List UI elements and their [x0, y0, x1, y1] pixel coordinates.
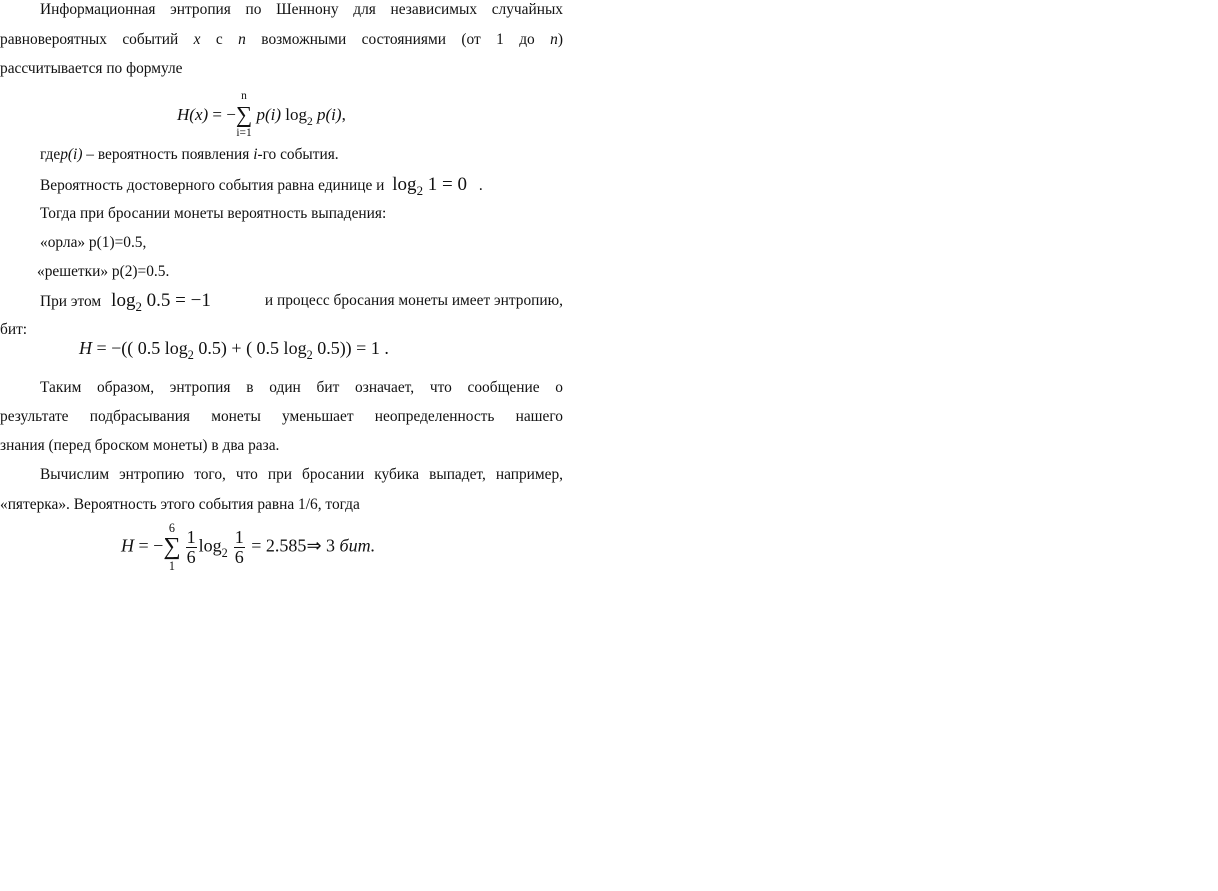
paragraph-line: Таким образом, энтропия в один бит означает, что сообщение о — [40, 379, 563, 396]
coin-entropy-formula — [79, 338, 389, 362]
formula-symbol: H — [121, 535, 134, 556]
sum-symbol — [163, 520, 181, 573]
text-segment: Вероятность достоверного события равна единице и — [40, 177, 385, 194]
fraction-numerator: 1 — [234, 527, 244, 547]
formula-symbol: H — [177, 105, 190, 124]
formula-function: log — [281, 105, 307, 124]
log-base: 2 — [306, 348, 313, 362]
formula-symbol: H — [79, 338, 92, 358]
fraction — [234, 528, 245, 567]
entropy-formula — [177, 90, 346, 140]
log-base: 2 — [221, 545, 228, 560]
text-segment: – вероятность появления — [82, 146, 254, 163]
text-segment: возможными состояниями (от 1 до — [261, 31, 535, 48]
paragraph-line: «орла» p(1)=0.5, — [40, 234, 147, 251]
paragraph-line: Информационная энтропия по Шеннону для независимых случайных — [40, 1, 563, 18]
formula-rest: 0.5 = −1 — [141, 290, 211, 311]
formula-part: 0.5)) = 1 . — [312, 338, 389, 358]
formula-function: log — [111, 290, 136, 311]
paragraph-line: бит: — [0, 321, 28, 338]
paragraph-line: Вычислим энтропию того, что при бросании кубика выпадет, например, — [40, 466, 563, 483]
log-base: 2 — [416, 183, 424, 198]
fraction-denominator: 6 — [234, 546, 244, 567]
formula-symbol: (i) — [325, 105, 342, 124]
paragraph-line — [40, 174, 483, 198]
log-base: 2 — [187, 348, 194, 362]
paragraph-line: Тогда при бросании монеты вероятность выпадения: — [40, 205, 387, 222]
formula-function: log — [392, 174, 417, 195]
text-segment: где — [40, 146, 61, 163]
variable-n: n — [238, 31, 246, 48]
paragraph-line: «решетки» p(2)=0.5. — [37, 263, 170, 280]
sigma: ∑ — [163, 532, 181, 560]
fraction-numerator: 1 — [186, 527, 196, 547]
implies-arrow-icon: ⇒ — [306, 535, 322, 556]
inline-formula — [111, 290, 211, 314]
formula-operator: = − — [134, 535, 164, 556]
text-group — [40, 290, 211, 314]
formula-part: = −(( 0.5 log — [92, 338, 188, 358]
variable-p: p — [60, 146, 68, 163]
sum-symbol — [235, 90, 253, 140]
text-segment: -го события. — [257, 146, 339, 163]
text-segment: . — [478, 177, 483, 194]
variable-n: n — [550, 31, 558, 48]
paragraph-line — [0, 31, 563, 49]
formula-symbol: p — [312, 105, 326, 124]
formula-unit: бит. — [339, 535, 376, 556]
variable-i: i — [253, 146, 258, 163]
fraction-denominator: 6 — [186, 546, 196, 567]
formula-result: 3 — [321, 535, 340, 556]
paragraph-line — [40, 146, 339, 164]
formula-result: = 2.585 — [246, 535, 307, 556]
sum-lower-limit: 1 — [168, 558, 176, 573]
variable-x: x — [193, 31, 201, 48]
formula-punct: , — [341, 105, 346, 124]
formula-operator: = − — [208, 105, 236, 124]
paragraph-line: результате подбрасывания монеты уменьшает неопределенность нашего — [0, 408, 563, 425]
inline-formula — [392, 174, 467, 198]
log-base: 2 — [135, 299, 142, 314]
fraction — [186, 528, 197, 567]
sum-lower-limit: i=1 — [236, 127, 252, 140]
log-base: 2 — [306, 115, 313, 128]
sum-upper-limit: n — [241, 90, 247, 102]
text-segment: и процесс бросания монеты имеет энтропию, — [264, 292, 563, 309]
formula-rest: 1 = 0 — [423, 174, 467, 195]
paragraph-line — [40, 290, 563, 314]
sum-upper-limit: 6 — [168, 520, 176, 535]
variable-i: (i) — [67, 146, 83, 163]
formula-symbol: (x) — [189, 105, 209, 124]
dice-entropy-formula — [121, 520, 376, 573]
formula-part: 0.5) + ( 0.5 log — [193, 338, 307, 358]
paragraph-line: «пятерка». Вероятность этого события равна 1/6, тогда — [0, 496, 360, 513]
paragraph-line: знания (перед броском монеты) в два раза. — [0, 437, 280, 454]
text-segment: ) — [557, 31, 563, 48]
formula-symbol: p — [256, 105, 265, 124]
paragraph-line: рассчитывается по формуле — [0, 60, 183, 77]
sigma: ∑ — [235, 102, 253, 127]
text-segment: равновероятных событий — [0, 31, 179, 48]
text-segment: с — [215, 31, 223, 48]
formula-function: log — [198, 535, 222, 556]
text-segment: При этом — [40, 293, 102, 310]
formula-symbol: (i) — [264, 105, 281, 124]
